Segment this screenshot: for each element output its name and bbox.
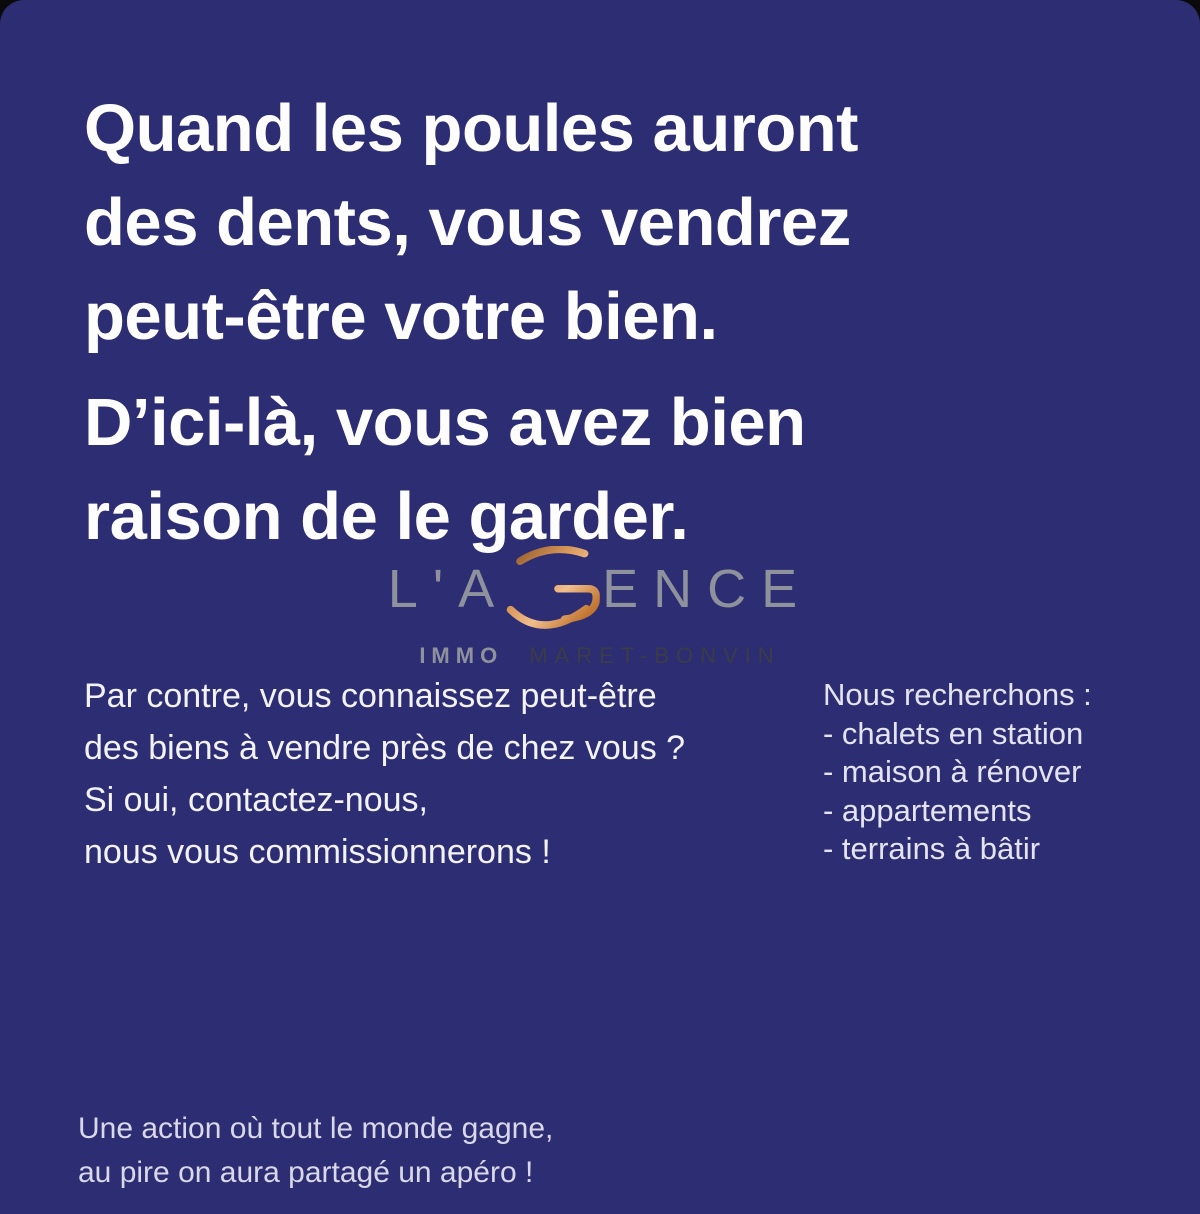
contact-paragraph-line-4: nous vous commissionnerons !	[84, 833, 551, 871]
contact-paragraph-line-3: Si oui, contactez-nous,	[84, 781, 428, 819]
headline-primary-line-3: peut-être votre bien.	[84, 279, 718, 354]
contact-paragraph-line-2: des biens à vendre près de chez vous ?	[84, 729, 686, 767]
logo-text-prefix: L'A	[387, 558, 510, 619]
footer-tagline	[78, 1107, 553, 1195]
wanted-item-chalets: - chalets en station	[823, 715, 1084, 751]
contact-paragraph-line-1: Par contre, vous connaissez peut-être	[84, 677, 657, 715]
headline-secondary	[84, 376, 1164, 564]
wanted-item-appartements: - appartements	[823, 792, 1032, 828]
headline-primary-line-1: Quand les poules auront	[84, 91, 858, 166]
headline-primary-line-2: des dents, vous vendrez	[84, 185, 851, 260]
footer-tagline-line-1: Une action où tout le monde gagne,	[78, 1112, 554, 1145]
headline-secondary-line-1: D’ici-là, vous avez bien	[84, 385, 806, 460]
agency-logo-subtitle	[419, 643, 780, 669]
wanted-list	[823, 676, 1092, 869]
wanted-item-terrains: - terrains à bâtir	[823, 831, 1041, 866]
logo-owner-name: MARET-BONVIN	[529, 643, 781, 668]
logo-immo-label: IMMO	[419, 643, 504, 668]
footer-tagline-line-2: au pire on aura partagé un apéro !	[78, 1156, 534, 1189]
wanted-list-title: Nous recherchons :	[823, 677, 1092, 712]
logo-text-suffix: ENCE	[602, 558, 813, 619]
headline-secondary-line-2: raison de le garder.	[84, 479, 689, 554]
wanted-item-maison: - maison à rénover	[823, 754, 1082, 789]
headline-primary	[84, 82, 1164, 364]
contact-paragraph	[84, 670, 685, 878]
